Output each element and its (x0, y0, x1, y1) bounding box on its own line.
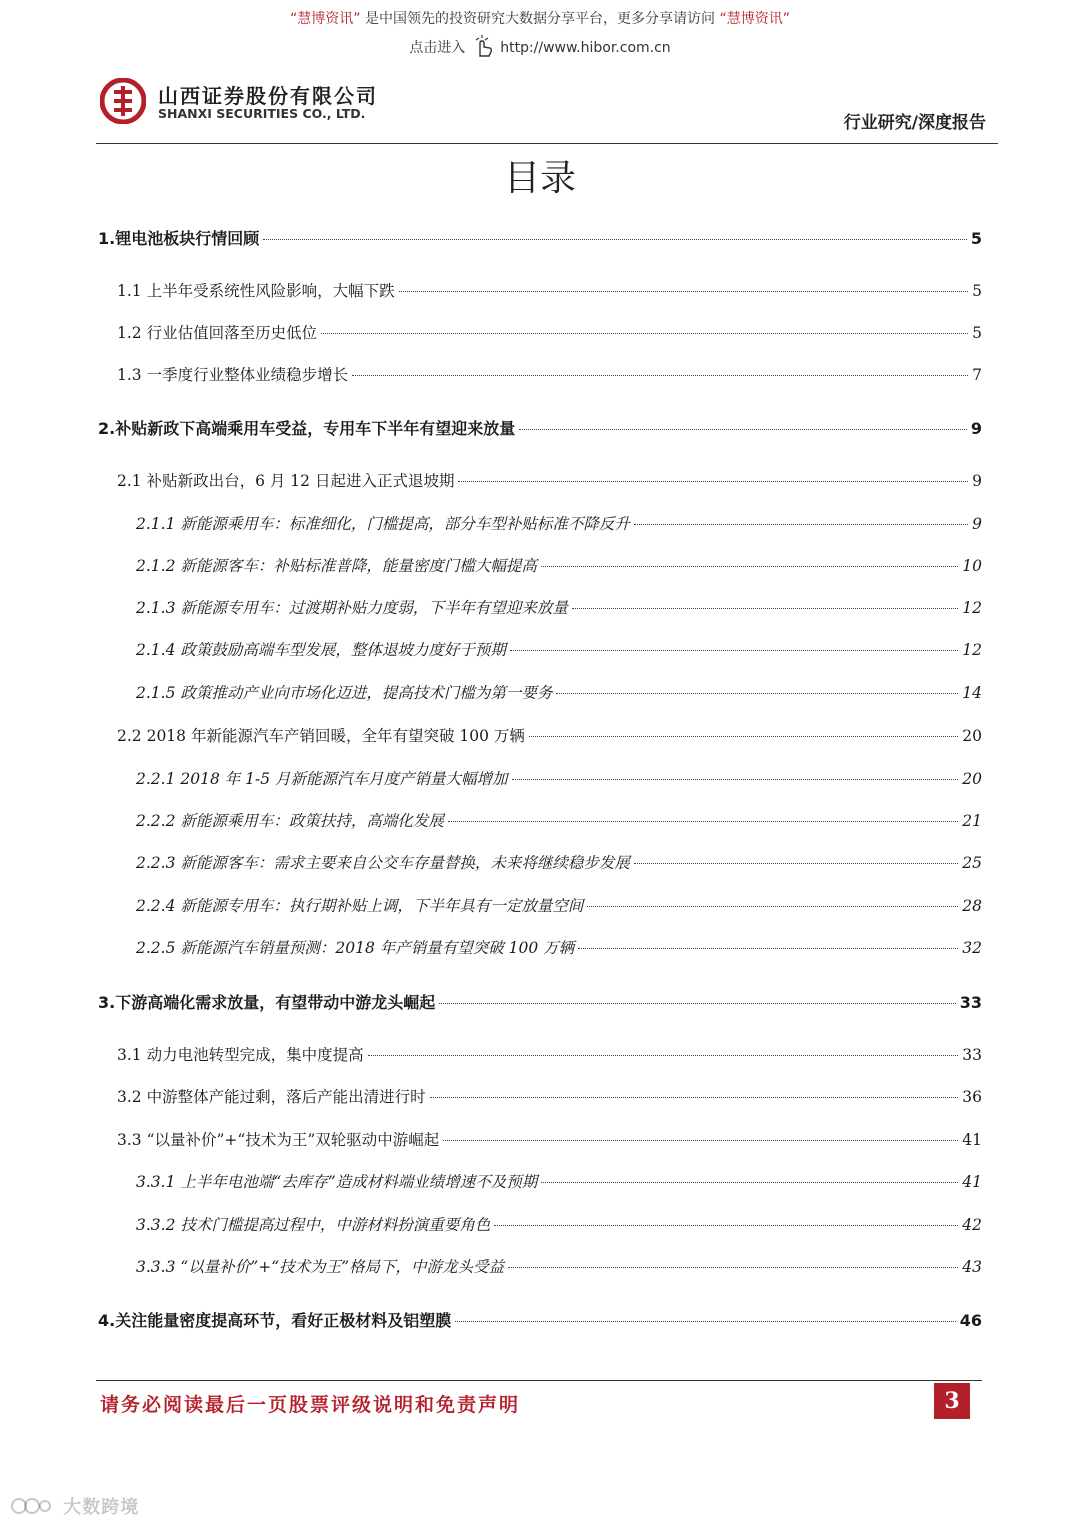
toc-entry-label: 2.2.2 新能源乘用车：政策扶持，高端化发展 (136, 812, 444, 830)
toc-entry-page: 21 (962, 812, 982, 830)
toc-dot-leader (399, 291, 969, 292)
toc-entry-label: 2.1.5 政策推动产业向市场化迈进，提高技术门槛为第一要务 (136, 684, 553, 702)
toc-entry-label: 3.下游高端化需求放量，有望带动中游龙头崛起 (98, 993, 436, 1012)
footer-divider (96, 1380, 982, 1381)
toc-dot-leader (443, 1140, 958, 1141)
toc-entry-page: 36 (962, 1088, 982, 1106)
promo-brand-a: “慧博资讯” (290, 11, 361, 27)
toc-entry-page: 9 (972, 515, 982, 533)
toc-entry-page: 9 (972, 472, 982, 490)
toc-entry-page: 32 (962, 939, 982, 957)
toc-entry[interactable] (136, 809, 982, 831)
toc-dot-leader (510, 650, 958, 651)
shanxi-securities-logo-icon (100, 78, 146, 124)
toc-entry[interactable] (136, 767, 982, 789)
toc-entry-label: 3.3.3 “以量补价”+“技术为王”格局下，中游龙头受益 (136, 1258, 505, 1276)
toc-dot-leader (587, 906, 958, 907)
toc-entry-page: 41 (962, 1173, 982, 1191)
toc-entry[interactable] (136, 638, 982, 660)
toc-entry-label: 2.1.4 政策鼓励高端车型发展，整体退坡力度好于预期 (136, 641, 506, 659)
toc-dot-leader (529, 736, 958, 737)
toc-dot-leader (634, 863, 958, 864)
toc-entry-page: 42 (962, 1216, 982, 1234)
toc-entry[interactable] (117, 724, 982, 746)
toc-entry-page: 5 (970, 229, 982, 248)
toc-entry-label: 2.2.5 新能源汽车销量预测：2018 年产销量有望突破 100 万辆 (136, 939, 575, 957)
toc-entry[interactable] (117, 321, 982, 343)
toc-dot-leader (368, 1055, 959, 1056)
toc-dot-leader (352, 375, 968, 376)
toc-dot-leader (439, 1003, 956, 1004)
promo-text: 是中国领先的投资研究大数据分享平台，更多分享请访问 (365, 11, 715, 27)
toc-entry-page: 33 (962, 1046, 982, 1064)
toc-entry[interactable] (136, 681, 982, 703)
toc-entry-page: 5 (972, 324, 982, 342)
toc-entry[interactable] (136, 1213, 982, 1235)
pointer-hand-icon (472, 34, 494, 58)
toc-entry[interactable] (136, 1255, 982, 1277)
toc-entry-label: 1.锂电池板块行情回顾 (98, 229, 260, 248)
toc-entry[interactable] (136, 936, 982, 958)
toc-entry-label: 3.2 中游整体产能过剩，落后产能出清进行时 (117, 1088, 426, 1106)
toc-entry-page: 33 (959, 993, 982, 1012)
toc-entry-page: 20 (962, 727, 982, 745)
toc-entry[interactable] (136, 1170, 982, 1192)
toc-dot-leader (519, 429, 967, 430)
watermark-text: 大数跨境 (63, 1497, 140, 1518)
toc-dot-leader (578, 948, 958, 949)
report-type: 行业研究/深度报告 (843, 113, 986, 133)
toc-entry-page: 43 (962, 1258, 982, 1276)
header-divider (96, 143, 998, 144)
toc-dot-leader (512, 779, 959, 780)
toc-entry[interactable] (117, 469, 982, 491)
toc-dot-leader (458, 481, 968, 482)
toc-entry-label: 2.1.2 新能源客车：补贴标准普降，能量密度门槛大幅提高 (136, 557, 537, 575)
toc-dot-leader (572, 608, 958, 609)
toc-dot-leader (430, 1097, 959, 1098)
toc-entry[interactable] (117, 1085, 982, 1107)
toc-dot-leader (448, 821, 958, 822)
toc-entry-label: 2.2 2018 年新能源汽车产销回暖，全年有望突破 100 万辆 (117, 727, 525, 745)
toc-dot-leader (321, 333, 968, 334)
promo-brand-b: “慧博资讯” (719, 11, 790, 27)
toc-entry[interactable] (98, 1308, 982, 1331)
toc-entry-label: 4.关注能量密度提高环节，看好正极材料及铝塑膜 (98, 1311, 452, 1330)
toc-entry-page: 7 (972, 366, 982, 384)
watermark-logo-icon (10, 1496, 52, 1516)
toc-entry-label: 3.3.1 上半年电池端“去库存”造成材料端业绩增速不及预期 (136, 1173, 538, 1191)
promo-line-1 (0, 8, 1080, 28)
toc-entry-page: 10 (962, 557, 982, 575)
toc-entry-label: 3.3.2 技术门槛提高过程中，中游材料扮演重要角色 (136, 1216, 491, 1234)
toc-entry-label: 2.2.1 2018 年 1-5 月新能源汽车月度产销量大幅增加 (136, 770, 508, 788)
toc-entry-label: 1.1 上半年受系统性风险影响，大幅下跌 (117, 282, 395, 300)
toc-entry[interactable] (117, 1043, 982, 1065)
toc-entry-page: 12 (962, 641, 982, 659)
toc-entry-label: 2.2.4 新能源专用车：执行期补贴上调，下半年具有一定放量空间 (136, 897, 584, 915)
toc-entry-label: 3.3 “以量补价”+“技术为王”双轮驱动中游崛起 (117, 1131, 440, 1149)
toc-dot-leader (541, 1182, 958, 1183)
toc-entry[interactable] (136, 554, 982, 576)
company-name-en: SHANXI SECURITIES CO., LTD. (158, 106, 366, 121)
toc-entry-page: 25 (962, 854, 982, 872)
toc-entry-page: 20 (962, 770, 982, 788)
toc-entry-label: 2.2.3 新能源客车：需求主要来自公交车存量替换，未来将继续稳步发展 (136, 854, 630, 872)
toc-dot-leader (508, 1267, 958, 1268)
toc-dot-leader (556, 693, 958, 694)
toc-entry-page: 28 (962, 897, 982, 915)
toc-entry[interactable] (136, 596, 982, 618)
toc-dot-leader (634, 524, 968, 525)
toc-entry[interactable] (98, 416, 982, 439)
toc-entry[interactable] (98, 226, 982, 249)
page-number: 3 (934, 1383, 970, 1419)
watermark (10, 1493, 139, 1519)
toc-dot-leader (455, 1321, 956, 1322)
toc-dot-leader (541, 566, 958, 567)
promo-line-2[interactable] (0, 34, 1080, 58)
toc-dot-leader (263, 239, 967, 240)
toc-entry-label: 1.2 行业估值回落至历史低位 (117, 324, 318, 342)
toc-dot-leader (494, 1225, 958, 1226)
page-title: 目录 (503, 158, 576, 199)
toc-entry-label: 1.3 一季度行业整体业绩稳步增长 (117, 366, 349, 384)
toc-entry[interactable] (98, 990, 982, 1013)
toc-entry[interactable] (117, 1128, 982, 1150)
promo-url-link[interactable]: http://www.hibor.com.cn (500, 40, 671, 56)
toc-entry-label: 2.1.3 新能源专用车：过渡期补贴力度弱，下半年有望迎来放量 (136, 599, 568, 617)
toc-entry-page: 12 (962, 599, 982, 617)
toc-entry-page: 41 (962, 1131, 982, 1149)
toc-entry[interactable] (136, 851, 982, 873)
toc-entry-page: 9 (970, 419, 982, 438)
promo-click-label: 点击进入 (409, 40, 466, 56)
toc-entry-label: 3.1 动力电池转型完成，集中度提高 (117, 1046, 364, 1064)
toc-entry-label: 2.1.1 新能源乘用车：标准细化，门槛提高，部分车型补贴标准不降反升 (136, 515, 630, 533)
toc-entry[interactable] (136, 894, 982, 916)
toc-entry-page: 5 (972, 282, 982, 300)
toc-entry[interactable] (117, 279, 982, 301)
toc-entry-page: 46 (959, 1311, 982, 1330)
toc-entry[interactable] (117, 363, 982, 385)
disclaimer-note: 请务必阅读最后一页股票评级说明和免责声明 (100, 1394, 521, 1416)
toc-entry[interactable] (136, 512, 982, 534)
toc-entry-page: 14 (962, 684, 982, 702)
toc-entry-label: 2.1 补贴新政出台，6 月 12 日起进入正式退坡期 (117, 472, 455, 490)
toc-entry-label: 2.补贴新政下高端乘用车受益，专用车下半年有望迎来放量 (98, 419, 516, 438)
company-name-cn: 山西证券股份有限公司 (158, 84, 378, 108)
